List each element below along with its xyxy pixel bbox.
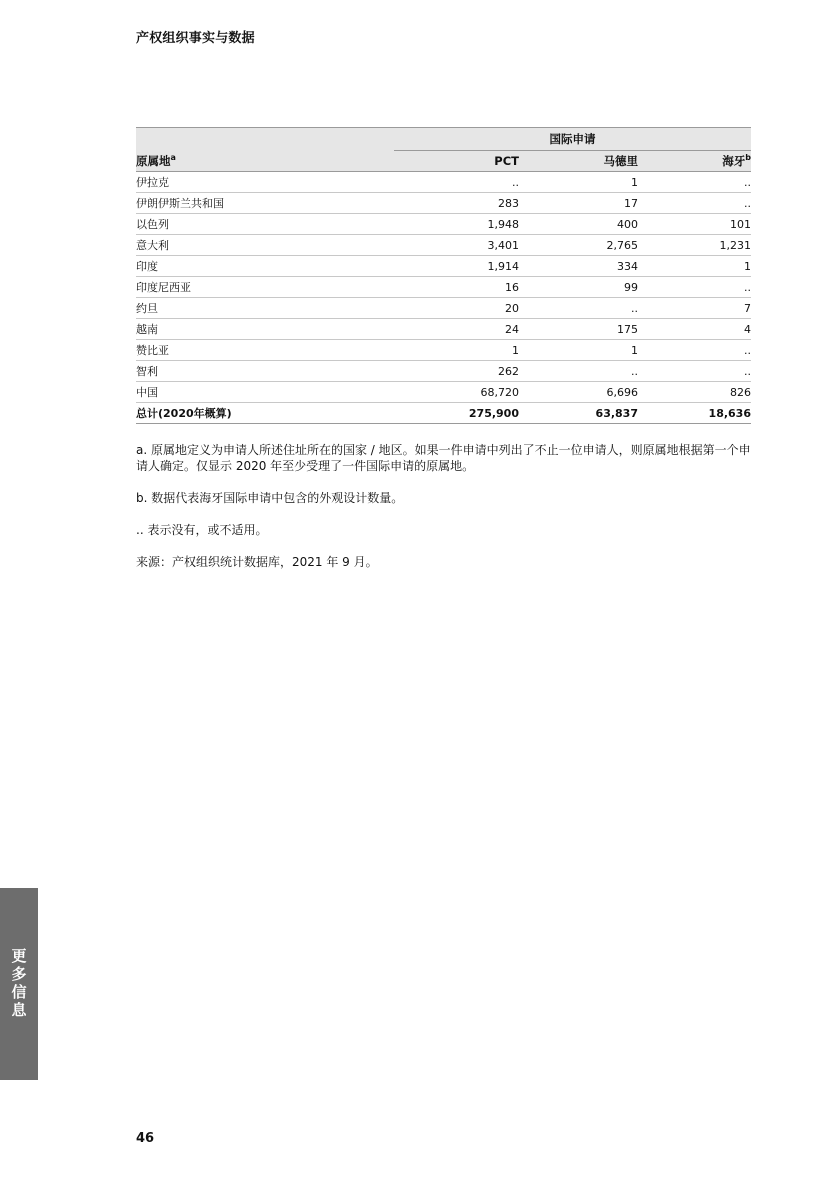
column-header-origin-label: 原属地 — [136, 153, 171, 168]
note-a: a. 原属地定义为申请人所述住址所在的国家 / 地区。如果一件申请中列出了不止一位申请人，则原属地根据第一个申请人确定。仅显示 2020 年至少受理了一件国际申请的原属地。 — [136, 443, 751, 473]
cell-hague: 1 — [638, 256, 751, 277]
more-info-side-tab-label: 更多信息 — [9, 948, 28, 1020]
cell-hague: 101 — [638, 214, 751, 235]
cell-origin: 智利 — [136, 361, 394, 382]
table-row — [136, 235, 751, 256]
total-label: 总计(2020年概算) — [136, 403, 394, 424]
applications-table — [136, 127, 751, 424]
cell-madrid: 1 — [519, 340, 638, 361]
cell-origin: 越南 — [136, 319, 394, 340]
group-header-spacer — [136, 128, 394, 151]
cell-origin: 约旦 — [136, 298, 394, 319]
cell-hague: .. — [638, 172, 751, 193]
cell-hague: 7 — [638, 298, 751, 319]
cell-madrid: 400 — [519, 214, 638, 235]
column-header-origin — [136, 151, 394, 172]
total-hague: 18,636 — [638, 403, 751, 424]
cell-origin: 以色列 — [136, 214, 394, 235]
cell-hague: 1,231 — [638, 235, 751, 256]
note-not-applicable: .. 表示没有，或不适用。 — [136, 523, 268, 537]
total-pct: 275,900 — [394, 403, 519, 424]
table-row — [136, 172, 751, 193]
cell-madrid: 175 — [519, 319, 638, 340]
column-header-hague — [638, 151, 751, 172]
total-madrid: 63,837 — [519, 403, 638, 424]
column-header-pct: PCT — [394, 151, 519, 172]
cell-pct: 1,948 — [394, 214, 519, 235]
cell-pct: 1 — [394, 340, 519, 361]
table-row — [136, 277, 751, 298]
cell-madrid: 1 — [519, 172, 638, 193]
cell-pct: 283 — [394, 193, 519, 214]
table-column-header-row — [136, 151, 751, 172]
cell-origin: 赞比亚 — [136, 340, 394, 361]
cell-origin: 中国 — [136, 382, 394, 403]
cell-pct: 16 — [394, 277, 519, 298]
table-notes — [136, 442, 751, 586]
cell-madrid: .. — [519, 361, 638, 382]
cell-origin: 印度尼西亚 — [136, 277, 394, 298]
cell-pct: 68,720 — [394, 382, 519, 403]
cell-origin: 伊朗伊斯兰共和国 — [136, 193, 394, 214]
cell-pct: 20 — [394, 298, 519, 319]
table-row — [136, 256, 751, 277]
table-row — [136, 193, 751, 214]
table-row — [136, 382, 751, 403]
cell-hague: 826 — [638, 382, 751, 403]
cell-madrid: .. — [519, 298, 638, 319]
more-info-side-tab — [0, 888, 38, 1080]
table-row — [136, 214, 751, 235]
table-row — [136, 298, 751, 319]
group-header-international-applications: 国际申请 — [394, 128, 751, 151]
column-header-madrid: 马德里 — [519, 151, 638, 172]
table-group-header-row — [136, 128, 751, 151]
cell-origin: 意大利 — [136, 235, 394, 256]
cell-pct: .. — [394, 172, 519, 193]
cell-pct: 262 — [394, 361, 519, 382]
cell-hague: .. — [638, 193, 751, 214]
footnote-marker-b: b — [745, 153, 751, 163]
cell-madrid: 99 — [519, 277, 638, 298]
cell-hague: .. — [638, 340, 751, 361]
footnote-marker-a: a — [170, 152, 176, 162]
cell-madrid: 6,696 — [519, 382, 638, 403]
page-number: 46 — [136, 1131, 155, 1146]
cell-origin: 伊拉克 — [136, 172, 394, 193]
table-row — [136, 319, 751, 340]
cell-pct: 24 — [394, 319, 519, 340]
table-row — [136, 340, 751, 361]
cell-pct: 1,914 — [394, 256, 519, 277]
cell-madrid: 2,765 — [519, 235, 638, 256]
cell-madrid: 334 — [519, 256, 638, 277]
source-note: 来源：产权组织统计数据库，2021 年 9 月。 — [136, 555, 378, 569]
column-header-hague-label: 海牙 — [722, 154, 746, 168]
cell-hague: .. — [638, 277, 751, 298]
cell-origin: 印度 — [136, 256, 394, 277]
note-b: b. 数据代表海牙国际申请中包含的外观设计数量。 — [136, 491, 404, 505]
table-row — [136, 361, 751, 382]
cell-hague: .. — [638, 361, 751, 382]
cell-pct: 3,401 — [394, 235, 519, 256]
page-header-title: 产权组织事实与数据 — [136, 31, 255, 46]
table-total-row — [136, 403, 751, 424]
applications-table-container — [136, 127, 751, 424]
cell-hague: 4 — [638, 319, 751, 340]
cell-madrid: 17 — [519, 193, 638, 214]
